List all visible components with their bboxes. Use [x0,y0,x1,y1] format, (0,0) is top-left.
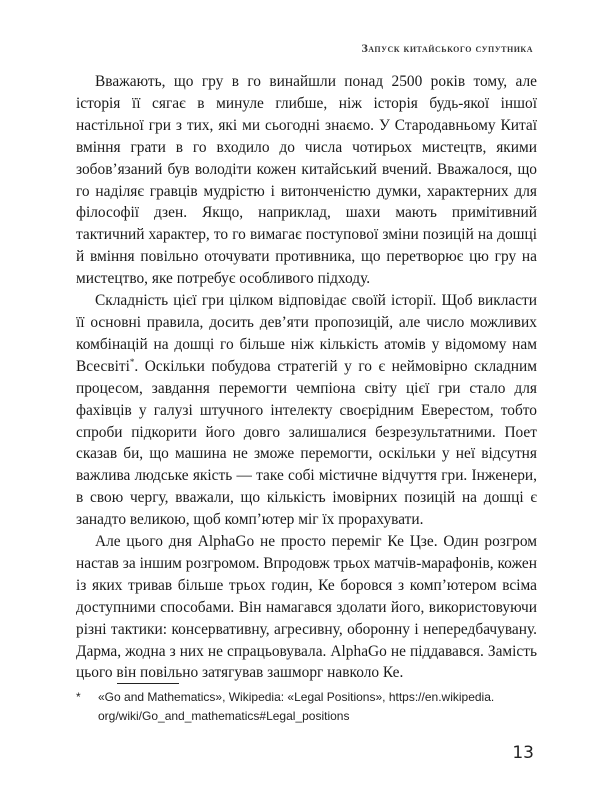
footnote-reference[interactable]: * [129,356,135,367]
paragraph-2-part-2: . Оскільки побудова стратегій у го є неймовірно складним процесом, завдання перемогти чемпіона світу цієї гри стало для фахівців у галузі штучного інтелекту своєрідним Еверестом, тобто спроби підкорити його довго залишалися безрезультатними. Поет сказав би, що машина не зможе перемогти, оскільки у неї відсутня важлива людське якість — таке собі містичне відчуття гри. Інженери, в свою чергу, вважали, що кількість імовірних позицій на дошці є занадто великою, щоб комп’ютер міг їх прорахувати. [76,357,537,529]
footnote [76,688,537,726]
page-number: 13 [512,743,534,763]
paragraph-2-part-1: Складність цієї гри цілком відповідає своїй історії. Щоб викласти її основні правила, досить дев’яти пропозицій, але число можливих комбінацій на дошці го більше ніж кількість атомів у відомому нам Всесвіті [76,292,537,375]
footnote-line-2: org/wiki/Go_and_mathematics#Legal_positions [98,709,350,723]
paragraph-3: Але цього дня AlphaGo не просто переміг Ке Цзе. Один розгром настав за іншим розгромом. Впродовж трьох матчів-марафонів, кожен із яких тривав більше трьох годин, Ке боровся з комп’ютером всіма доступними способами. Він намагався здолати його, використовуючи різні тактики: консервативну, агресивну, оборонну і непередбачувану. Дарма, жодна з них не спрацьовувала. AlphaGo не піддавався. Замість цього він повільно затягував зашморг навколо Ке. [76,533,537,682]
footnote-mark: * [76,690,81,704]
footnote-line-1: «Go and Mathematics», Wikipedia: «Legal Positions», https://en.wikipedia. [98,690,495,704]
main-text [76,71,537,684]
footnote-divider [117,683,179,684]
paragraph-1: Вважають, що гру в го винайшли понад 2500 років тому, але історія її сягає в минуле глибше, ніж історія будь-якої іншої настільної гри з тих, які ми сьогодні знаємо. У Стародавньому Китаї вміння грати в го входило до числа чотирьох мистецтв, якими зобов’язаний був володіти кожен китайський вчений. Вважалося, що го наділяє гравців мудрістю і витонченістю думки, характерних для філософії дзен. Якщо, наприклад, шахи мають примітивний тактичний характер, то го вимагає поступової зміни позицій на дошці й вміння повільно оточувати противника, що перетворює цю гру на мистецтво, яке потребує особливого підходу. [76,73,537,288]
paragraph-2 [76,290,537,531]
running-header: Запуск китайського супутника [361,41,533,55]
